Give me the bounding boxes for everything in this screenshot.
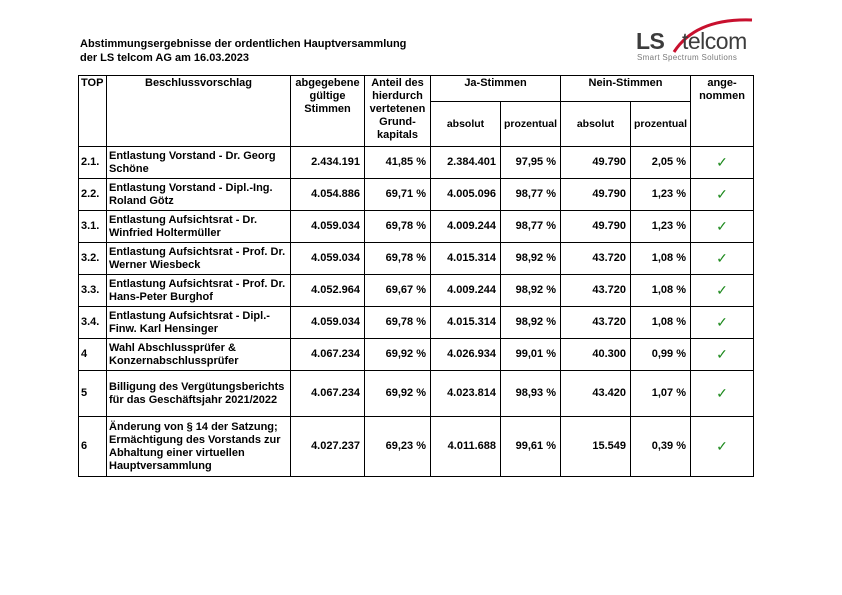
cell-proposal: Änderung von § 14 der Satzung; Ermächtigung des Vorstands zur Abhaltung einer virtuellen Hauptversammlung (107, 417, 291, 477)
header-top: TOP (79, 76, 107, 147)
cell-top: 4 (79, 339, 107, 371)
cell-no-percent: 0,39 % (631, 417, 691, 477)
cell-no-percent: 0,99 % (631, 339, 691, 371)
cell-share: 69,78 % (365, 243, 431, 275)
cell-share: 69,78 % (365, 211, 431, 243)
table-row (79, 339, 754, 371)
checkmark-icon: ✓ (691, 211, 754, 243)
cell-valid-votes: 2.434.191 (291, 147, 365, 179)
cell-proposal: Entlastung Aufsichtsrat - Dr. Winfried Holtermüller (107, 211, 291, 243)
header-proposal: Beschlussvorschlag (107, 76, 291, 147)
cell-share: 69,92 % (365, 371, 431, 417)
cell-valid-votes: 4.054.886 (291, 179, 365, 211)
header-yes-votes: Ja-Stimmen (431, 76, 561, 102)
cell-no-absolute: 43.420 (561, 371, 631, 417)
cell-share: 69,67 % (365, 275, 431, 307)
table-row (79, 307, 754, 339)
cell-yes-absolute: 4.005.096 (431, 179, 501, 211)
cell-share: 69,71 % (365, 179, 431, 211)
logo-telcom-text: telcom (682, 28, 747, 54)
header-valid-votes: abgegebene gültige Stimmen (291, 76, 365, 147)
cell-no-absolute: 43.720 (561, 275, 631, 307)
table-row (79, 147, 754, 179)
cell-valid-votes: 4.059.034 (291, 307, 365, 339)
cell-yes-absolute: 4.009.244 (431, 275, 501, 307)
checkmark-icon: ✓ (691, 339, 754, 371)
cell-yes-percent: 98,92 % (501, 307, 561, 339)
cell-share: 41,85 % (365, 147, 431, 179)
cell-no-absolute: 43.720 (561, 307, 631, 339)
cell-valid-votes: 4.027.237 (291, 417, 365, 477)
logo-tagline: Smart Spectrum Solutions (637, 53, 738, 62)
table-row (79, 211, 754, 243)
checkmark-icon: ✓ (691, 275, 754, 307)
cell-top: 6 (79, 417, 107, 477)
cell-share: 69,92 % (365, 339, 431, 371)
cell-no-percent: 2,05 % (631, 147, 691, 179)
title-line-2: der LS telcom AG am 16.03.2023 (80, 52, 249, 64)
cell-top: 3.4. (79, 307, 107, 339)
cell-yes-absolute: 2.384.401 (431, 147, 501, 179)
cell-share: 69,78 % (365, 307, 431, 339)
table-row (79, 417, 754, 477)
cell-valid-votes: 4.052.964 (291, 275, 365, 307)
document-title (80, 37, 406, 65)
logo-ls-text: LS (636, 28, 665, 54)
cell-top: 2.1. (79, 147, 107, 179)
cell-yes-absolute: 4.015.314 (431, 243, 501, 275)
cell-yes-absolute: 4.015.314 (431, 307, 501, 339)
cell-no-percent: 1,08 % (631, 307, 691, 339)
header-no-absolute: absolut (561, 102, 631, 147)
cell-no-absolute: 43.720 (561, 243, 631, 275)
cell-yes-absolute: 4.026.934 (431, 339, 501, 371)
table-row (79, 371, 754, 417)
cell-valid-votes: 4.067.234 (291, 371, 365, 417)
cell-yes-percent: 98,92 % (501, 243, 561, 275)
cell-proposal: Entlastung Vorstand - Dipl.-Ing. Roland Götz (107, 179, 291, 211)
cell-proposal: Wahl Abschlussprüfer & Konzernabschlussprüfer (107, 339, 291, 371)
checkmark-icon: ✓ (691, 417, 754, 477)
header-share: Anteil des hierdurch vertetenen Grund-kapitals (365, 76, 431, 147)
table-row (79, 243, 754, 275)
cell-valid-votes: 4.059.034 (291, 243, 365, 275)
checkmark-icon: ✓ (691, 371, 754, 417)
checkmark-icon: ✓ (691, 147, 754, 179)
cell-no-absolute: 49.790 (561, 179, 631, 211)
cell-yes-percent: 99,01 % (501, 339, 561, 371)
cell-yes-percent: 98,77 % (501, 211, 561, 243)
cell-yes-percent: 99,61 % (501, 417, 561, 477)
header-yes-absolute: absolut (431, 102, 501, 147)
cell-yes-percent: 98,92 % (501, 275, 561, 307)
checkmark-icon: ✓ (691, 243, 754, 275)
cell-no-percent: 1,08 % (631, 243, 691, 275)
checkmark-icon: ✓ (691, 179, 754, 211)
cell-no-percent: 1,23 % (631, 179, 691, 211)
header-no-percent: prozentual (631, 102, 691, 147)
cell-proposal: Entlastung Aufsichtsrat - Prof. Dr. Hans-Peter Burghof (107, 275, 291, 307)
cell-proposal: Entlastung Aufsichtsrat - Dipl.-Finw. Karl Hensinger (107, 307, 291, 339)
checkmark-icon: ✓ (691, 307, 754, 339)
header-no-votes: Nein-Stimmen (561, 76, 691, 102)
voting-results-table (78, 75, 754, 477)
cell-top: 5 (79, 371, 107, 417)
cell-valid-votes: 4.067.234 (291, 339, 365, 371)
table-row (79, 179, 754, 211)
cell-yes-percent: 98,77 % (501, 179, 561, 211)
cell-no-percent: 1,08 % (631, 275, 691, 307)
cell-proposal: Entlastung Vorstand - Dr. Georg Schöne (107, 147, 291, 179)
cell-top: 2.2. (79, 179, 107, 211)
cell-yes-absolute: 4.023.814 (431, 371, 501, 417)
cell-no-absolute: 15.549 (561, 417, 631, 477)
cell-yes-percent: 97,95 % (501, 147, 561, 179)
header-yes-percent: prozentual (501, 102, 561, 147)
cell-share: 69,23 % (365, 417, 431, 477)
header-accepted: ange-nommen (691, 76, 754, 147)
cell-yes-absolute: 4.011.688 (431, 417, 501, 477)
cell-valid-votes: 4.059.034 (291, 211, 365, 243)
cell-yes-percent: 98,93 % (501, 371, 561, 417)
cell-no-absolute: 49.790 (561, 211, 631, 243)
title-line-1: Abstimmungsergebnisse der ordentlichen Hauptversammlung (80, 38, 407, 50)
cell-proposal: Billigung des Vergütungsberichts für das Geschäftsjahr 2021/2022 (107, 371, 291, 417)
cell-top: 3.1. (79, 211, 107, 243)
cell-yes-absolute: 4.009.244 (431, 211, 501, 243)
cell-proposal: Entlastung Aufsichtsrat - Prof. Dr. Werner Wiesbeck (107, 243, 291, 275)
cell-top: 3.3. (79, 275, 107, 307)
cell-no-absolute: 49.790 (561, 147, 631, 179)
cell-no-percent: 1,23 % (631, 211, 691, 243)
ls-telcom-logo (636, 16, 756, 64)
cell-top: 3.2. (79, 243, 107, 275)
table-row (79, 275, 754, 307)
cell-no-percent: 1,07 % (631, 371, 691, 417)
cell-no-absolute: 40.300 (561, 339, 631, 371)
